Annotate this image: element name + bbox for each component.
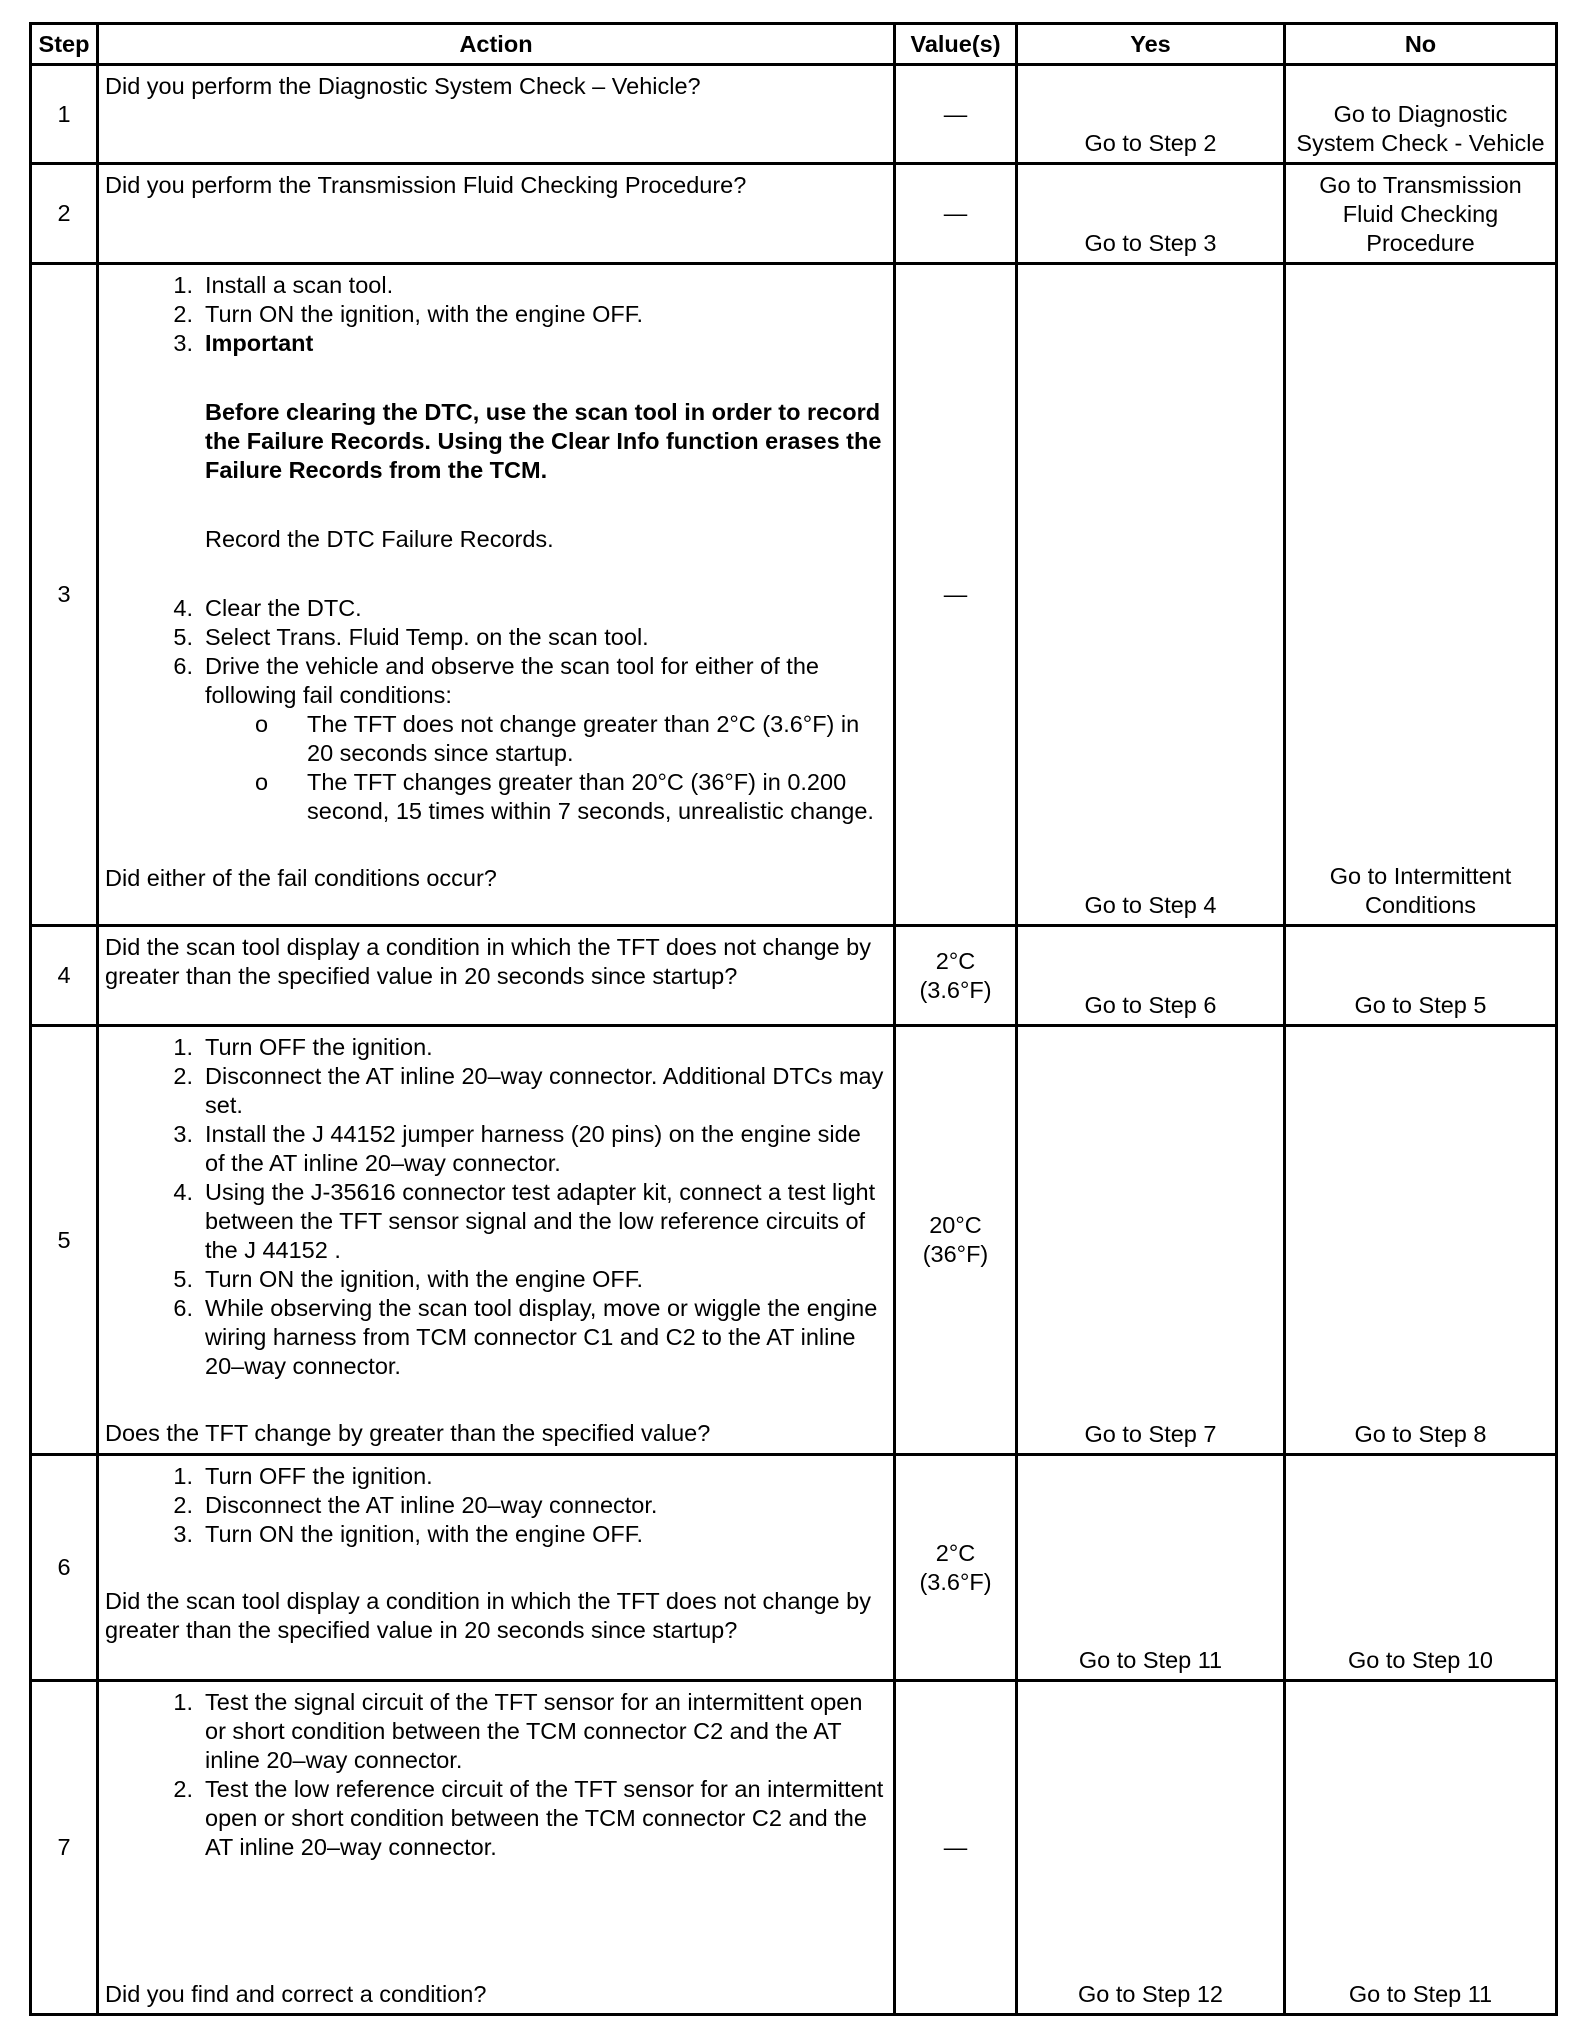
step-question: Did either of the fail conditions occur?: [105, 865, 497, 891]
list-item: o The TFT changes greater than 20°C (36°F) in 0.200 second, 15 times within 7 seconds, unrealistic change.: [255, 769, 874, 824]
header-no: No: [1285, 24, 1557, 65]
list-item: 6. While observing the scan tool display, move or wiggle the engine wiring harness from TCM connector C1 and C2 to the AT inline 20–way connector.: [173, 1295, 878, 1379]
step-number: 7: [31, 1681, 98, 2015]
no-cell: Go to Step 10: [1285, 1455, 1557, 1681]
table-row: [31, 65, 1557, 164]
list-item: 3. Install the J 44152 jumper harness (20 pins) on the engine side of the AT inline 20–way connector.: [173, 1121, 861, 1176]
table-row: [31, 926, 1557, 1026]
step-question: Did you find and correct a condition?: [105, 1981, 487, 2007]
step-number: 4: [31, 926, 98, 1026]
action-cell: [98, 65, 895, 164]
value-celsius: 2°C: [935, 947, 976, 974]
action-cell: [98, 264, 895, 926]
value-fahrenheit: (3.6°F): [919, 1568, 992, 1595]
step-number: 1: [31, 65, 98, 164]
yes-cell: Go to Step 12: [1017, 1681, 1285, 2015]
value-cell: —: [895, 1681, 1017, 2015]
table-row: [31, 1681, 1557, 2015]
table-row: [31, 1455, 1557, 1681]
list-item: o The TFT does not change greater than 2°C (3.6°F) in 20 seconds since startup.: [255, 711, 860, 766]
step-number: 6: [31, 1455, 98, 1681]
value-cell: —: [895, 264, 1017, 926]
no-cell: Go to Step 11: [1285, 1681, 1557, 2015]
yes-cell: Go to Step 11: [1017, 1455, 1285, 1681]
important-heading: Important: [205, 330, 314, 356]
step-question: Did you perform the Diagnostic System Check – Vehicle?: [105, 73, 701, 99]
no-cell: Go to Step 8: [1285, 1026, 1557, 1455]
step-question: Did the scan tool display a condition in which the TFT does not change by greater than the specified value in 20 seconds since startup?: [105, 1588, 871, 1643]
important-text: Before clearing the DTC, use the scan tool in order to record the Failure Records. Using the Clear Info function erases the Failure Records from the TCM.: [205, 399, 882, 483]
list-item: 3. Important Before clearing the DTC, use the scan tool in order to record the Failure Records. Using the Clear Info function erases the Failure Records from the TCM. Record the DTC Failure Records.: [105, 329, 885, 554]
important-note: Record the DTC Failure Records.: [205, 526, 554, 552]
yes-cell: Go to Step 4: [1017, 264, 1285, 926]
fail-condition-list: [105, 710, 885, 826]
list-item: 1. Test the signal circuit of the TFT sensor for an intermittent open or short condition between the TCM connector C2 and the AT inline 20–way connector.: [173, 1689, 863, 1773]
value-celsius: 20°C: [929, 1212, 982, 1238]
header-step: Step: [31, 24, 98, 65]
header-action: Action: [98, 24, 895, 65]
yes-cell: Go to Step 3: [1017, 164, 1285, 264]
list-item: 1. Turn OFF the ignition.: [173, 1463, 433, 1489]
action-cell: [98, 1455, 895, 1681]
value-cell: —: [895, 164, 1017, 264]
value-celsius: 2°C: [935, 1539, 976, 1566]
value-cell: [895, 1026, 1017, 1455]
value-cell: —: [895, 65, 1017, 164]
table-row: [31, 164, 1557, 264]
step-question: Did you perform the Transmission Fluid Checking Procedure?: [105, 172, 747, 198]
list-item: 1. Install a scan tool.: [173, 272, 394, 298]
step-list: [105, 1462, 885, 1549]
step-question: Did the scan tool display a condition in which the TFT does not change by greater than the specified value in 20 seconds since startup?: [105, 934, 871, 989]
list-item: 3. Turn ON the ignition, with the engine OFF.: [173, 1521, 644, 1547]
step-list: [105, 1033, 885, 1381]
no-cell: Go to Step 5: [1285, 926, 1557, 1026]
table-header-row: [31, 24, 1557, 65]
no-cell: Go to Intermittent Conditions: [1285, 264, 1557, 926]
step-question: Does the TFT change by greater than the specified value?: [105, 1420, 711, 1446]
no-cell: Go to Transmission Fluid Checking Procedure: [1285, 164, 1557, 264]
step-list: [105, 271, 885, 710]
no-cell: Go to Diagnostic System Check - Vehicle: [1285, 65, 1557, 164]
list-item: 1. Turn OFF the ignition.: [173, 1034, 433, 1060]
list-item: 5. Select Trans. Fluid Temp. on the scan tool.: [173, 624, 649, 650]
yes-cell: Go to Step 6: [1017, 926, 1285, 1026]
value-cell: [895, 1455, 1017, 1681]
list-item: 2. Turn ON the ignition, with the engine OFF.: [173, 301, 644, 327]
action-cell: [98, 1026, 895, 1455]
table-row: [31, 264, 1557, 926]
header-values: Value(s): [895, 24, 1017, 65]
diagnostic-table: [29, 22, 1558, 2016]
list-item: 2. Test the low reference circuit of the TFT sensor for an intermittent open or short condition between the TCM connector C2 and the AT inline 20–way connector.: [173, 1776, 884, 1860]
value-cell: [895, 926, 1017, 1026]
action-cell: [98, 164, 895, 264]
table-row: [31, 1026, 1557, 1455]
yes-cell: Go to Step 2: [1017, 65, 1285, 164]
yes-cell: Go to Step 7: [1017, 1026, 1285, 1455]
value-fahrenheit: (36°F): [922, 1241, 989, 1267]
step-list: [105, 1688, 885, 1862]
list-item: 6. Drive the vehicle and observe the scan tool for either of the following fail conditions:: [173, 653, 819, 708]
list-item: 2. Disconnect the AT inline 20–way connector. Additional DTCs may set.: [173, 1063, 884, 1118]
step-number: 2: [31, 164, 98, 264]
step-number: 3: [31, 264, 98, 926]
list-item: 2. Disconnect the AT inline 20–way connector.: [173, 1492, 658, 1518]
list-item: 4. Using the J-35616 connector test adapter kit, connect a test light between the TFT sensor signal and the low reference circuits of the J 44152 .: [173, 1179, 876, 1263]
header-yes: Yes: [1017, 24, 1285, 65]
action-cell: [98, 926, 895, 1026]
step-number: 5: [31, 1026, 98, 1455]
list-item: 5. Turn ON the ignition, with the engine OFF.: [173, 1266, 644, 1292]
value-fahrenheit: (3.6°F): [919, 976, 992, 1003]
list-item: 4. Clear the DTC.: [173, 595, 362, 621]
action-cell: [98, 1681, 895, 2015]
